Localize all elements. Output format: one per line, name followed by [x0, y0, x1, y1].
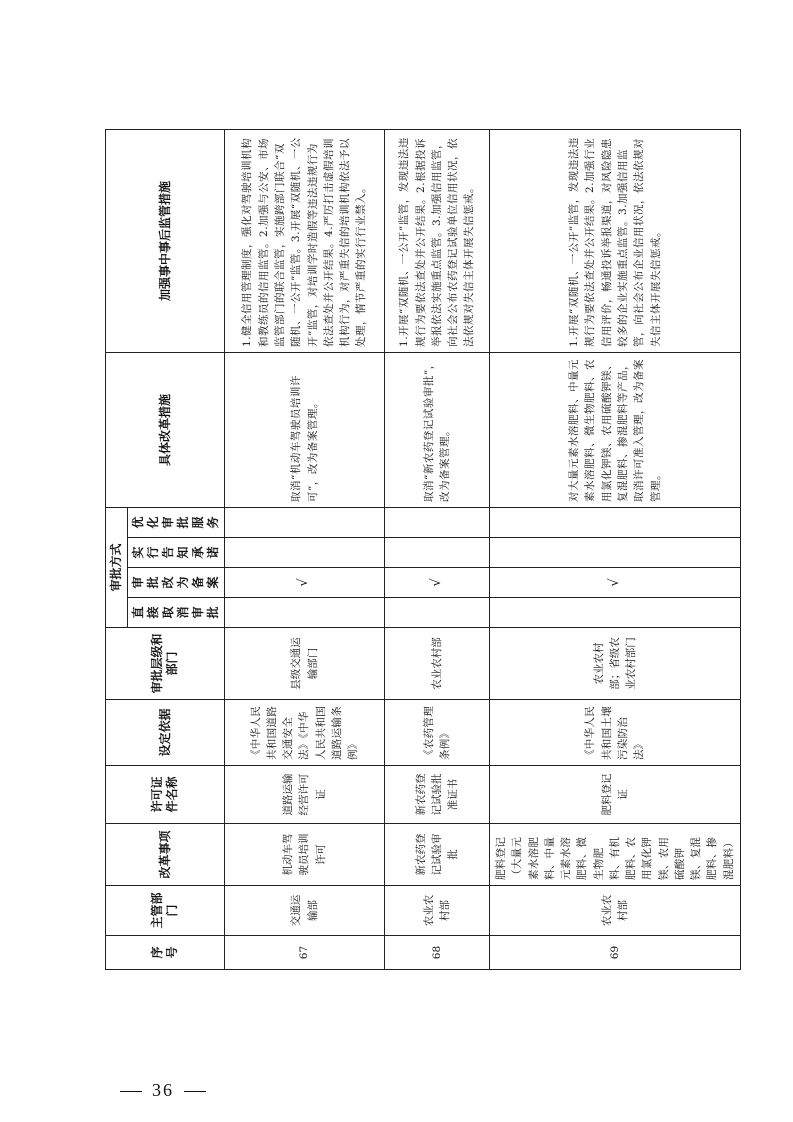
header-license: 许可证件名称	[106, 766, 225, 824]
header-approval-mode: 审批方式	[106, 507, 128, 627]
row-license: 新农药登记试验批准证书	[385, 766, 490, 824]
header-reform: 具体改革措施	[106, 352, 225, 507]
row-level: 县级交通运输部门	[225, 628, 385, 700]
header-supervision: 加强事中事后监管措施	[106, 129, 225, 352]
row-mode-optimize	[225, 507, 385, 537]
row-level: 农业农村部	[385, 628, 490, 700]
row-mode-filing-check: √	[225, 568, 385, 598]
row-mode-cancel	[225, 598, 385, 628]
row-mode-notify	[225, 538, 385, 568]
row-mode-cancel	[385, 598, 490, 628]
header-mode-notify: 实行告知承诺	[128, 538, 225, 568]
table-header-row	[106, 129, 128, 969]
table-row	[385, 129, 490, 969]
row-item: 新农药登记试验审批	[385, 824, 490, 886]
row-level: 农业农村部；省级农业农村部门	[490, 628, 741, 700]
row-license: 肥料登记证	[490, 766, 741, 824]
row-license: 道路运输经营许可证	[225, 766, 385, 824]
row-supervision: 1.开展“双随机、一公开”监管，发现违法违规行为要依法查处并公开结果。2.加强行业信用评价，畅通投诉举报渠道，对风险隐患较多的企业实施重点监管。3.加强信用监管，向社会公布企业信用状况，依法依规对失信主体开展失信惩戒。	[490, 129, 741, 352]
header-level: 审批层级和部门	[106, 628, 225, 700]
header-mode-cancel: 直接取消审批	[128, 598, 225, 628]
row-mode-filing-check: √	[385, 568, 490, 598]
header-dept: 主管部门	[106, 886, 225, 936]
row-dept: 交通运输部	[225, 886, 385, 936]
row-item: 机动车驾驶员培训许可	[225, 824, 385, 886]
row-mode-notify	[490, 538, 741, 568]
row-mode-optimize	[490, 507, 741, 537]
page-number	[110, 1080, 216, 1101]
row-supervision: 1.健全信用管理制度，强化对驾驶培训机构和教练员的信用监管。2.加强与公安、市场监管部门的联合监管，实施跨部门联合“双随机、一公开”监管。3.开展“双随机、一公开”监管，对培训学时造假等违法违规行为依法查处并公开结果。4.严厉打击虚假培训机构行为，对严重失信的培训机构依法予以处理，情节严重的实行行业禁入。	[225, 129, 385, 352]
header-item: 改革事项	[106, 824, 225, 886]
row-seq: 69	[490, 936, 741, 970]
page-dash-left	[120, 1091, 142, 1092]
row-mode-cancel	[490, 598, 741, 628]
row-basis: 《中华人民共和国道路交通安全法》《中华人民共和国道路运输条例》	[225, 700, 385, 766]
page-dash-right	[184, 1091, 206, 1092]
row-item: 肥料登记（大量元素水溶肥料、中量元素水溶肥料、微生物肥料、有机肥料、农用氯化钾镁、农用硫酸钾镁、复混肥料、掺混肥料）	[490, 824, 741, 886]
header-seq: 序号	[106, 936, 225, 970]
row-mode-notify	[385, 538, 490, 568]
header-basis: 设定依据	[106, 700, 225, 766]
row-seq: 68	[385, 936, 490, 970]
table-row	[490, 129, 741, 969]
row-mode-filing-check: √	[490, 568, 741, 598]
page-number-text: 36	[152, 1080, 174, 1100]
table-row	[225, 129, 385, 969]
row-dept: 农业农村部	[385, 886, 490, 936]
header-mode-filing: 审批改为备案	[128, 568, 225, 598]
rotated-table-stage	[105, 130, 735, 970]
row-basis: 《中华人民共和国土壤污染防治法》	[490, 700, 741, 766]
row-reform: 取消“新农药登记试验审批”，改为备案管理。	[385, 352, 490, 507]
reform-items-table	[105, 129, 741, 970]
row-basis: 《农药管理条例》	[385, 700, 490, 766]
row-seq: 67	[225, 936, 385, 970]
row-reform: 取消“机动车驾驶员培训许可”，改为备案管理。	[225, 352, 385, 507]
header-mode-optimize: 优化审批服务	[128, 507, 225, 537]
row-dept: 农业农村部	[490, 886, 741, 936]
row-supervision: 1.开展“双随机、一公开”监管，发现违法违规行为要依法查处并公开结果。2.根据投诉举报依法实施重点监管。3.加强信用监管，向社会公布农药登记试验单位信用状况，依法依规对失信主体开展失信惩戒。	[385, 129, 490, 352]
row-mode-optimize	[385, 507, 490, 537]
row-reform: 对大量元素水溶肥料、中量元素水溶肥料、微生物肥料、农用氯化钾镁、农用硫酸钾镁、复混肥料、掺混肥料等产品，取消许可准入管理，改为备案管理。	[490, 352, 741, 507]
